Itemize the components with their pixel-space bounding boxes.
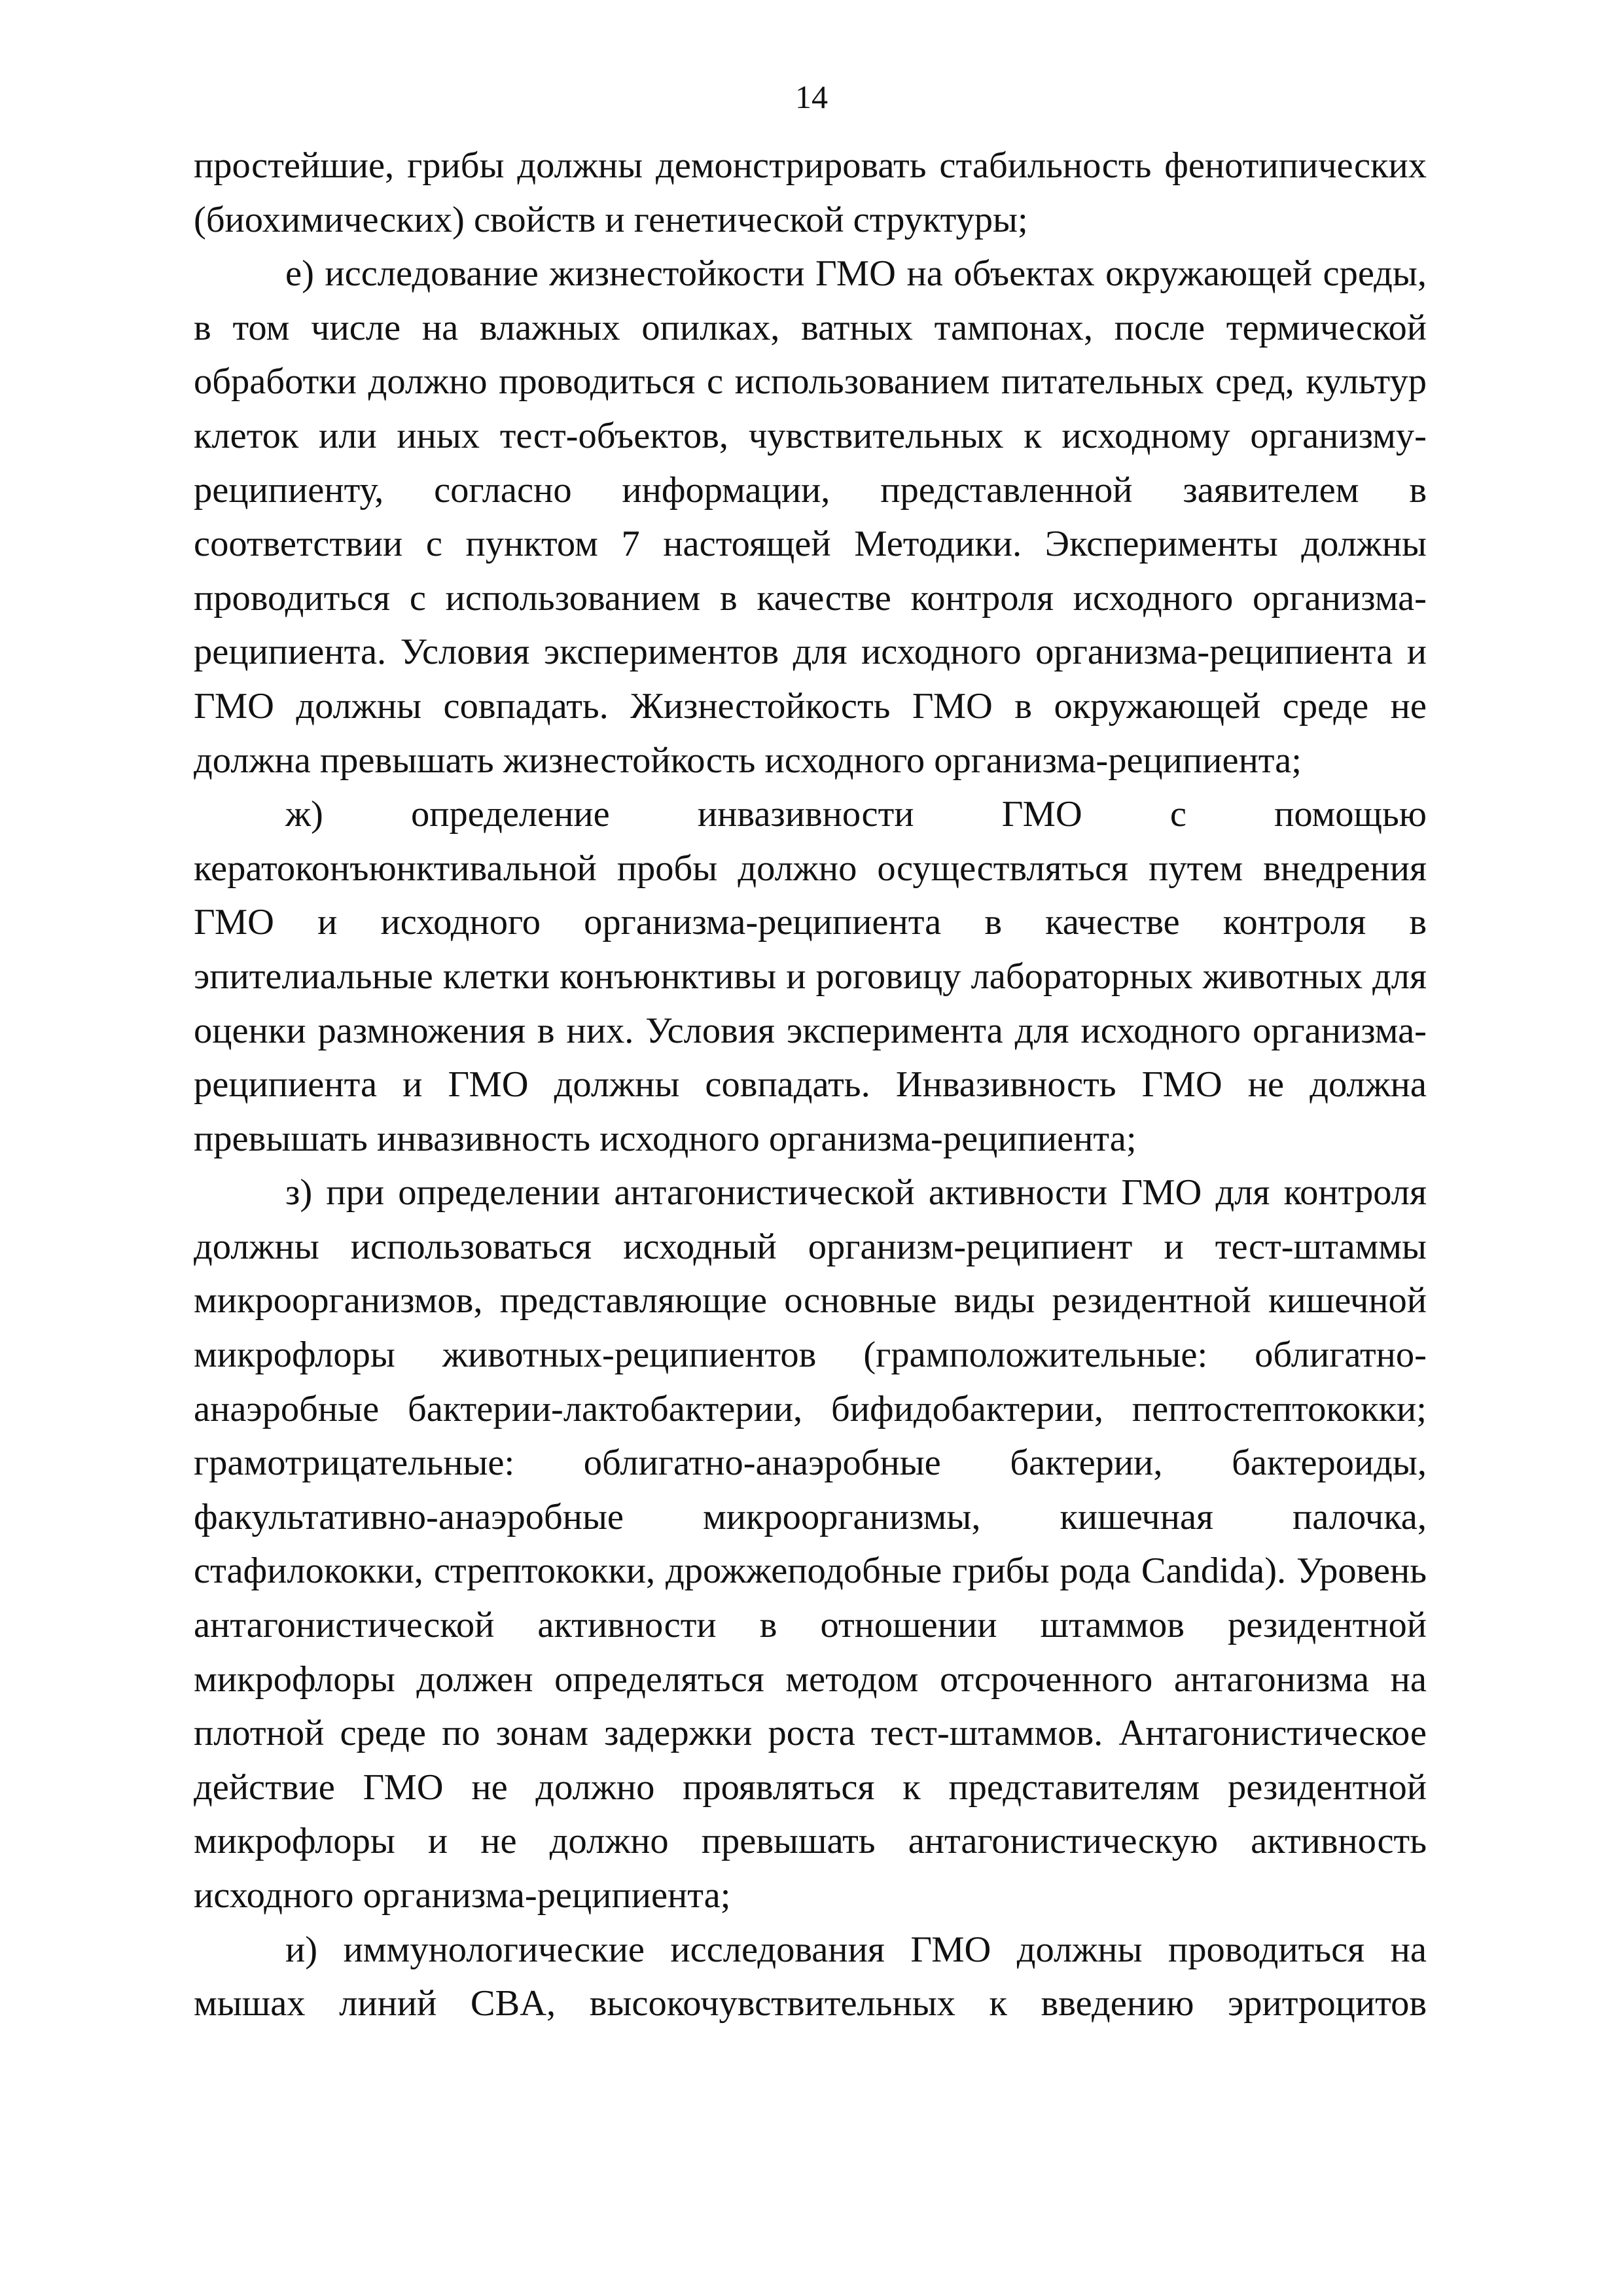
page-number: 14 [795, 79, 828, 115]
paragraph-continuation: простейшие, грибы должны демонстрировать стабильность фенотипических (биохимических) свойств и генетической структуры; [194, 145, 1427, 240]
body-text [194, 139, 1427, 2031]
paragraph-item-e: е) исследование жизнестойкости ГМО на объектах окружающей среды, в том числе на влажных опилках, ватных тампонах, после термической обработки должно проводиться с использованием питательных сред, культур клеток или иных тест-объектов, чувствительных к исходному организму-реципиенту, согласно информации, представленной заявителем в соответствии с пунктом 7 настоящей Методики. Эксперименты должны проводиться с использованием в качестве контроля исходного организма-реципиента. Условия экспериментов для исходного организма-реципиента и ГМО должны совпадать. Жизнестойкость ГМО в окружающей среде не должна превышать жизнестойкость исходного организма-реципиента; [194, 253, 1427, 781]
paragraph-item-zh: ж) определение инвазивности ГМО с помощью кератоконъюнктивальной пробы должно осуществляться путем внедрения ГМО и исходного организма-реципиента в качестве контроля в эпителиальные клетки конъюнктивы и роговицу лабораторных животных для оценки размножения в них. Условия эксперимента для исходного организма-реципиента и ГМО должны совпадать. Инвазивность ГМО не должна превышать инвазивность исходного организма-реципиента; [194, 794, 1427, 1159]
paragraph-item-z: з) при определении антагонистической активности ГМО для контроля должны использоваться исходный организм-реципиент и тест-штаммы микроорганизмов, представляющие основные виды резидентной кишечной микрофлоры животных-реципиентов (грамположительные: облигатно-анаэробные бактерии-лактобактерии, бифидобактерии, пептостептококки; грамотрицательные: облигатно-анаэробные бактерии, бактероиды, факультативно-анаэробные микроорганизмы, кишечная палочка, стафилококки, стрептококки, дрожжеподобные грибы рода Candida). Уровень антагонистической активности в отношении штаммов резидентной микрофлоры должен определяться методом отсроченного антагонизма на плотной среде по зонам задержки роста тест-штаммов. Антагонистическое действие ГМО не должно проявляться к представителям резидентной микрофлоры и не должно превышать антагонистическую активность исходного организма-реципиента; [194, 1172, 1427, 1916]
paragraph-item-i: и) иммунологические исследования ГМО должны проводиться на мышах линий CBA, высокочувствительных к введению эритроцитов [194, 1929, 1427, 2024]
